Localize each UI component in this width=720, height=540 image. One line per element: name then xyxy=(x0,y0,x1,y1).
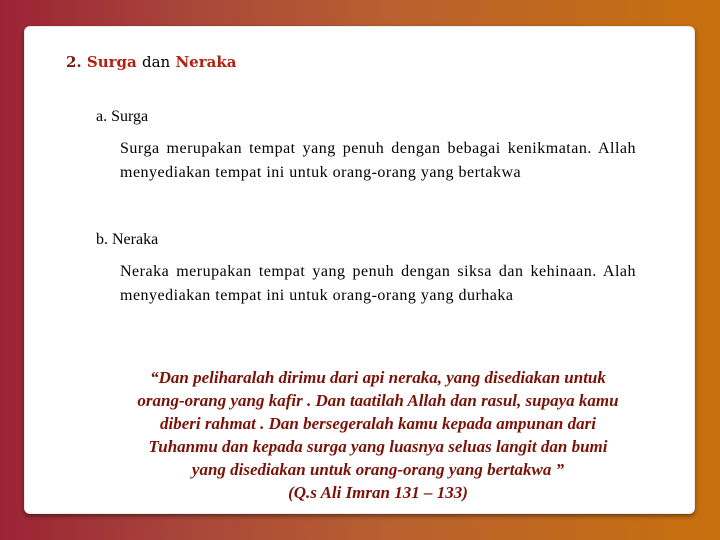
slide-card xyxy=(24,26,695,514)
subheading-surga: a. Surga xyxy=(96,108,149,125)
paragraph-neraka: Neraka merupakan tempat yang penuh dengan siksa dan kehinaan. Alah menyediakan tempat ini untuk orang-orang yang durhaka xyxy=(120,263,636,304)
section-heading xyxy=(66,53,236,71)
heading-word-neraka: Neraka xyxy=(175,53,237,71)
quote-line: “Dan peliharalah dirimu dari api neraka, yang disediakan untuk xyxy=(150,368,606,387)
heading-conjunction: dan xyxy=(142,53,171,71)
quote-line: diberi rahmat . Dan bersegeralah kamu kepada ampunan dari xyxy=(160,414,596,433)
heading-word-surga: Surga xyxy=(86,53,137,71)
quote-line: orang-orang yang kafir . Dan taatilah Allah dan rasul, supaya kamu xyxy=(137,391,619,410)
quote-citation: (Q.s Ali Imran 131 – 133) xyxy=(288,483,468,502)
heading-number: 2. xyxy=(66,53,82,71)
quran-quote xyxy=(78,366,678,504)
subheading-neraka: b. Neraka xyxy=(96,231,159,248)
quote-line: yang disediakan untuk orang-orang yang bertakwa ” xyxy=(191,460,565,479)
quote-line: Tuhanmu dan kepada surga yang luasnya seluas langit dan bumi xyxy=(148,437,608,456)
paragraph-surga: Surga merupakan tempat yang penuh dengan bebagai kenikmatan. Allah menyediakan tempat ini untuk orang-orang yang bertakwa xyxy=(120,140,636,181)
